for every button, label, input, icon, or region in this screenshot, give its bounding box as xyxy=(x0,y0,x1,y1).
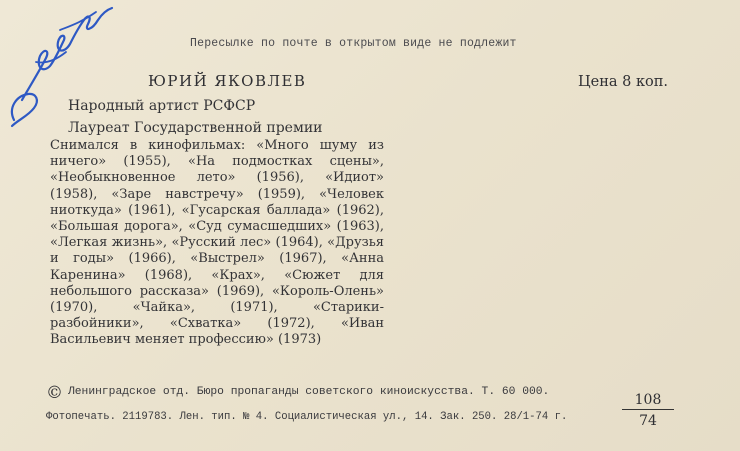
mailing-notice: Пересылке по почте в открытом виде не подлежит xyxy=(190,37,517,50)
price-label: Цена 8 коп. xyxy=(578,74,669,90)
filmography-text: Снимался в кинофильмах: «Много шуму из ничего» (1955), «На подмостках сцены», «Необыкновенное лето» (1956), «Идиот» (1958), «Заре навстречу» (1959), «Человек ниоткуда» (1961), «Гусарская баллада» (1962), «Большая дорога», «Суд сумасшедших» (1963), «Легкая жизнь», «Русский лес» (1964), «Друзья и годы» (1966), «Выстрел» (1967), «Анна Каренина» (1968), «Крах», «Сюжет для небольшого рассказа» (1969), «Король-Олень» (1970), «Чайка», (1971), «Старики-разбойники», «Схватка» (1972), «Иван Васильевич меняет профессию» (1973) xyxy=(50,138,384,348)
copyright-icon: © xyxy=(46,383,63,403)
fraction-bar xyxy=(622,409,674,410)
print-info-line: Фотопечать. 2119783. Лен. тип. № 4. Социалистическая ул., 14. Зак. 250. 28/1-74 г. xyxy=(46,411,568,423)
actor-name: ЮРИЙ ЯКОВЛЕВ xyxy=(148,72,307,90)
catalog-number-bottom: 74 xyxy=(639,413,657,429)
honor-title: Народный артист РСФСР xyxy=(68,98,256,114)
publisher-line xyxy=(46,386,549,398)
handwritten-signature xyxy=(0,0,130,140)
publisher-text: Ленинградское отд. Бюро пропаганды советского киноискусства. Т. 60 000. xyxy=(68,386,550,398)
catalog-number xyxy=(622,392,674,429)
catalog-number-top: 108 xyxy=(634,392,662,408)
award-title: Лауреат Государственной премии xyxy=(68,120,323,136)
